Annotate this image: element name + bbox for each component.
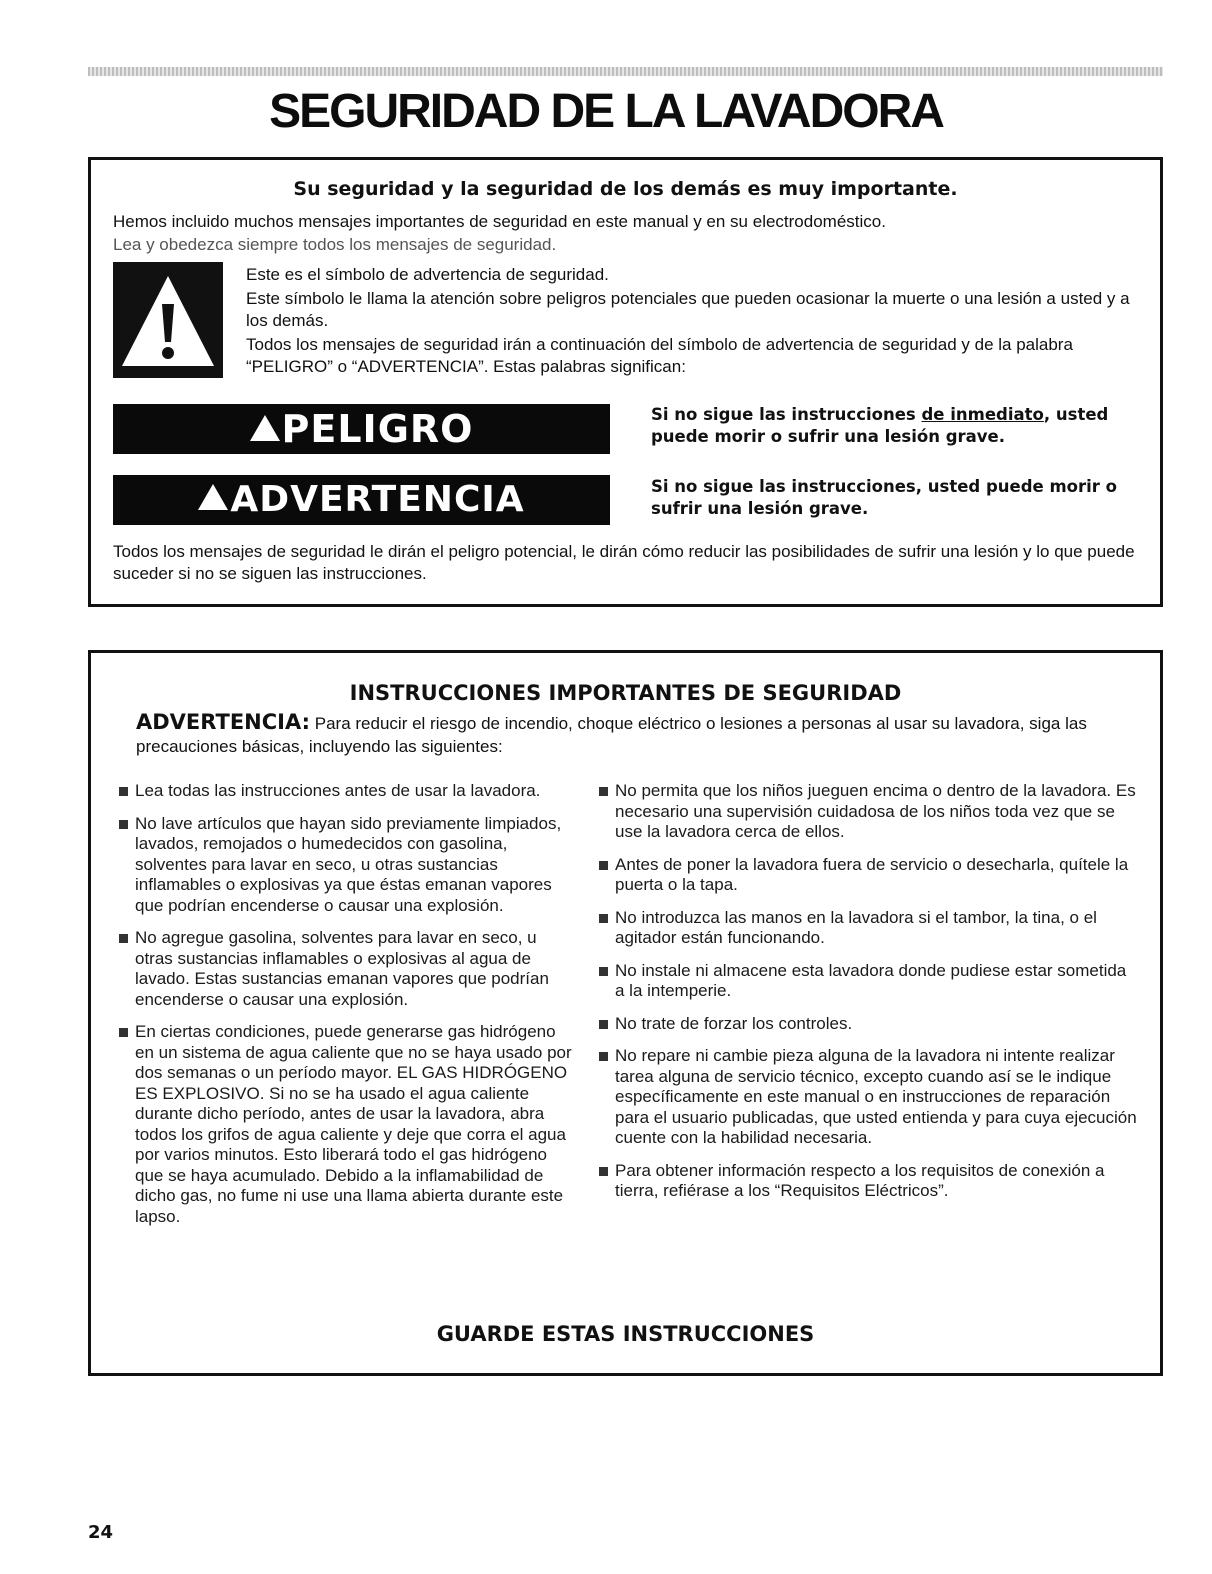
- symbol-description-3: Todos los mensajes de seguridad irán a continuación del símbolo de advertencia de seguridad y de la palabra “PELIGRO” o “ADVERTENCIA”. Estas palabras significan:: [246, 335, 1073, 376]
- bullet-icon: [599, 1167, 608, 1176]
- intro-line-1: Hemos incluido muchos mensajes importantes de seguridad en este manual y en su electrodoméstico.: [113, 212, 886, 231]
- warning-text: Para reducir el riesgo de incendio, choque eléctrico o lesiones a personas al usar su lavadora, siga las precauciones básicas, incluyendo las siguientes:: [136, 714, 1087, 756]
- list-item: No agregue gasolina, solventes para lavar en seco, u otras sustancias inflamables o explosivas al agua de lavado. Estas sustancias emanan vapores que podrían encenderse o causar una explosión.: [115, 928, 575, 1010]
- advertencia-signal-banner: [113, 475, 610, 525]
- list-item: En ciertas condiciones, puede generarse gas hidrógeno en un sistema de agua caliente que no se haya usado por dos semanas o un período mayor. EL GAS HIDRÓGENO ES EXPLOSIVO. Si no se ha usado el agua caliente durante dicho período, antes de usar la lavadora, abra todos los grifos de agua caliente y deje que corra el agua por varios minutos. Esto liberará todo el gas hidrógeno que se haya acumulado. Debido a la inflamabilidad de dicho gas, no fume ni use una llama abierta durante este lapso.: [115, 1022, 575, 1227]
- list-item: No lave artículos que hayan sido previamente limpiados, lavados, remojados o humedecidos con gasolina, solventes para lavar en seco, u otras sustancias inflamables o explosivas ya que éstas emanan vapores que podrían encenderse o causar una explosión.: [115, 814, 575, 917]
- list-item: No permita que los niños jueguen encima o dentro de la lavadora. Es necesario una supervisión cuidadosa de los niños toda vez que se use la lavadora cerca de ellos.: [595, 781, 1140, 843]
- advertencia-label: ADVERTENCIA: [230, 479, 525, 520]
- warning-triangle-icon: [250, 415, 280, 441]
- bullet-icon: [599, 1052, 608, 1061]
- peligro-definition: Si no sigue las instrucciones de inmediato, usted puede morir o sufrir una lesión grave.: [651, 405, 1109, 446]
- instructions-heading: INSTRUCCIONES IMPORTANTES DE SEGURIDAD: [349, 681, 902, 705]
- warning-triangle-icon: [198, 484, 228, 510]
- list-item: Antes de poner la lavadora fuera de servicio o desecharla, quítele la puerta o la tapa.: [595, 855, 1140, 896]
- symbol-description-2: Este símbolo le llama la atención sobre peligros potenciales que pueden ocasionar la muerte o una lesión a usted y a los demás.: [246, 289, 1130, 330]
- save-instructions-footer: GUARDE ESTAS INSTRUCCIONES: [436, 1322, 815, 1346]
- bullet-icon: [599, 1020, 608, 1029]
- list-item: No instale ni almacene esta lavadora donde pudiese estar sometida a la intemperie.: [595, 961, 1140, 1002]
- page-number: 24: [88, 1522, 114, 1543]
- inmediato-underline: de inmediato: [921, 405, 1044, 424]
- bullet-icon: [119, 787, 128, 796]
- intro-line-2: Lea y obedezca siempre todos los mensajes de seguridad.: [113, 235, 557, 254]
- advertencia-definition: Si no sigue las instrucciones, usted puede morir o sufrir una lesión grave.: [651, 477, 1117, 518]
- bullet-icon: [599, 861, 608, 870]
- list-item: Para obtener información respecto a los requisitos de conexión a tierra, refiérase a los “Requisitos Eléctricos”.: [595, 1161, 1140, 1202]
- list-item: No repare ni cambie pieza alguna de la lavadora ni intente realizar tarea alguna de servicio técnico, excepto cuando así se le indique específicamente en este manual o en instrucciones de reparación para el usuario publicadas, que usted entienda y para cuya ejecución cuente con la habilidad necesaria.: [595, 1046, 1140, 1149]
- top-rule: [88, 67, 1163, 76]
- warning-word: ADVERTENCIA:: [136, 710, 311, 734]
- bullet-icon: [599, 787, 608, 796]
- symbol-description-1: Este es el símbolo de advertencia de seguridad.: [246, 265, 609, 284]
- bullet-icon: [119, 820, 128, 829]
- list-item: Lea todas las instrucciones antes de usar la lavadora.: [115, 781, 575, 802]
- warning-intro: [136, 711, 1126, 758]
- safety-closing-text: Todos los mensajes de seguridad le dirán el peligro potencial, le dirán cómo reducir las posibilidades de sufrir una lesión y lo que puede suceder si no se siguen las instrucciones.: [113, 542, 1135, 583]
- safety-message-box: [88, 157, 1163, 607]
- bullet-icon: [599, 914, 608, 923]
- page-title: SEGURIDAD DE LA LAVADORA: [269, 85, 943, 138]
- safety-heading: Su seguridad y la seguridad de los demás es muy importante.: [293, 178, 958, 200]
- bullet-icon: [599, 967, 608, 976]
- peligro-label: PELIGRO: [281, 407, 474, 451]
- bullet-icon: [119, 934, 128, 943]
- left-instruction-list: [115, 781, 575, 1239]
- list-item: No trate de forzar los controles.: [595, 1014, 1140, 1035]
- safety-alert-symbol-icon: [113, 262, 223, 378]
- important-instructions-box: [88, 650, 1163, 1376]
- peligro-signal-banner: [113, 404, 610, 454]
- list-item: No introduzca las manos en la lavadora si el tambor, la tina, o el agitador están funcionando.: [595, 908, 1140, 949]
- right-instruction-list: [595, 781, 1140, 1214]
- bullet-icon: [119, 1028, 128, 1037]
